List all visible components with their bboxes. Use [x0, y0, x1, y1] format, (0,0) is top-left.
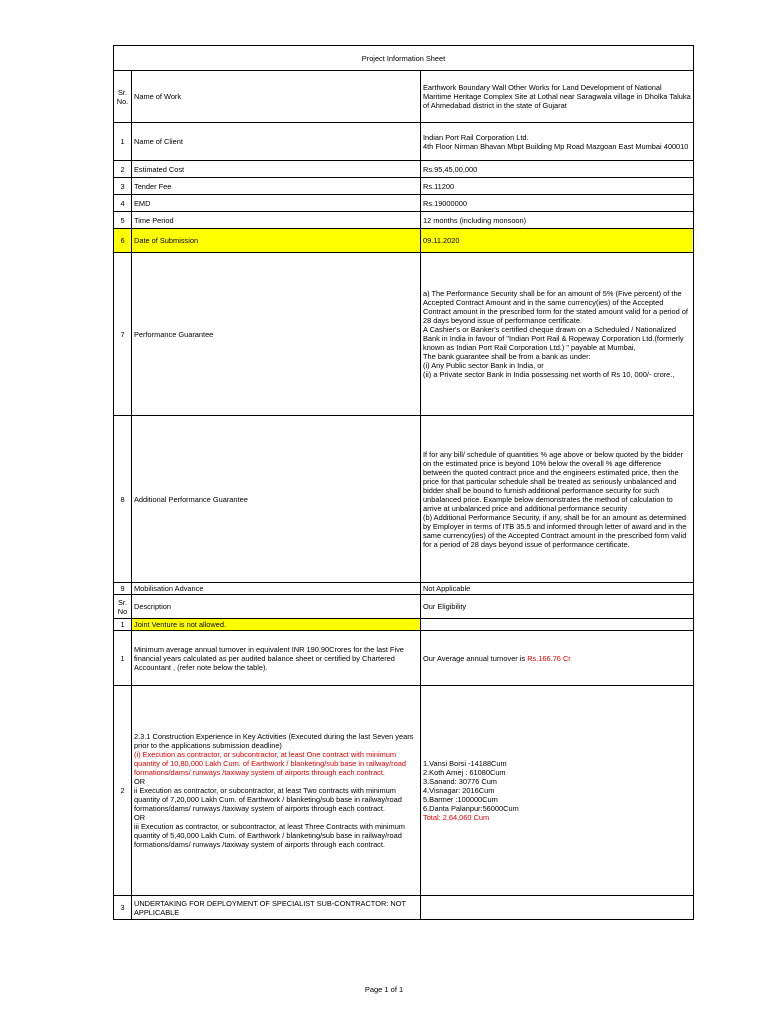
description-header: Description [132, 595, 421, 619]
row-label: Estimated Cost [132, 161, 421, 178]
info-row-date-of-submission [114, 229, 694, 253]
empty-cell [421, 619, 694, 631]
undertaking-text: UNDERTAKING FOR DEPLOYMENT OF SPECIALIST SUB-CONTRACTOR: NOT APPLICABLE [132, 896, 421, 920]
info-row-estimated-cost [114, 161, 694, 178]
sr-no: 2 [114, 161, 132, 178]
info-row-performance-guarantee [114, 253, 694, 416]
sr-no: 1 [114, 631, 132, 686]
info-row-additional-performance-guarantee [114, 416, 694, 583]
sr-no: 8 [114, 416, 132, 583]
row-label: EMD [132, 195, 421, 212]
experience-option-1: (i) Execution as contractor, or subcontractor, at least One contract with minimum quantity of 10,80,000 Lakh Cum. of Earthwork / blanketing/sub base in railway/road formations/dams/ runways /taxiway system of airports through each contract. [134, 750, 406, 777]
project-quantity-list: 1.Vansi Borsi -14188Cum 2.Koth Arnej : 61080Cum 3.Sanand: 30776 Cum 4.Visnagar: 2016Cum 5.Barmer :100000Cum 6.Danta Palanpur:56000Cum [423, 759, 519, 813]
title-row [114, 46, 694, 71]
name-of-work-value: Earthwork Boundary Wall Other Works for Land Development of National Maritime Heritage Complex Site at Lothal near Saragwala village in Dholka Taluka of Ahmedabad district in the state of Gujarat [421, 71, 694, 123]
info-row-client [114, 123, 694, 161]
row-value: Rs.19000000 [421, 195, 694, 212]
info-row-time-period [114, 212, 694, 229]
row-label: Date of Submission [132, 229, 421, 253]
sr-no: 4 [114, 195, 132, 212]
info-row-emd [114, 195, 694, 212]
undertaking-row [114, 896, 694, 920]
sr-no: 1 [114, 619, 132, 631]
or-separator: OR [134, 813, 146, 822]
row-value: a) The Performance Security shall be for an amount of 5% (Five percent) of the Accepted Contract Amount and in the same currency(ies) of the Accepted Contract amount in the prescribed form for the stated amount valid for a period of 28 days beyond issue of performance certificate. A Cashier's or Banker's certified cheque drawn on a Scheduled / Nationalized Bank in India in favour of "Indian Port Rail & Ropeway Corporation Ltd.(formerly known as Indian Port Rail Corporation Ltd.) " payable at Mumbai, The bank guarantee shall be from a bank as under: (i) Any Public sector Bank in India, or (ii) a Private sector Bank in India possessing net worth of Rs 10, 000/- crore., [421, 253, 694, 416]
experience-intro: 2.3.1 Construction Experience in Key Activities (Executed during the last Seven years prior to the applications submission deadline) [134, 732, 414, 750]
experience-option-3: iii Execution as contractor, or subcontractor, at least Three Contracts with minimum quantity of 5,40,000 Lakh Cum. of Earthwork / blanketing/sub base in railway/road formations/dams/ runways /taxiway system of airports through each contract. [134, 822, 405, 849]
joint-venture-row [114, 619, 694, 631]
row-label: Name of Client [132, 123, 421, 161]
name-of-work-label: Name of Work [132, 71, 421, 123]
row-label: Performance Guarantee [132, 253, 421, 416]
name-of-work-row [114, 71, 694, 123]
row-value: Rs.95,45,00,000 [421, 161, 694, 178]
row-value: If for any bill/ schedule of quantities % age above or below quoted by the bidder on the estimated price is beyond 10% below the overall % age difference between the quoted contract price and the engineers estimated price, then the price for that particular schedule shall be treated as seriously unbalanced and bidder shall be bound to furnish additional performance security for such unbalanced price. Example below demonstrates the method of calculation to arrive at unbalanced price and additional performance security (b) Additional Performance Security, if any, shall be for an amount as determined by Employer in terms of ITB 35.5 and informed through letter of award and in the same currency(ies) of the Accepted Contract amount in the prescribed form valid for a period of 28 days beyond issue of performance certificate. [421, 416, 694, 583]
info-row-tender-fee [114, 178, 694, 195]
sr-no: 2 [114, 686, 132, 896]
row-value: Rs.11200 [421, 178, 694, 195]
empty-cell [421, 896, 694, 920]
row-label: Tender Fee [132, 178, 421, 195]
experience-row [114, 686, 694, 896]
sheet-title: Project Information Sheet [114, 46, 694, 71]
turnover-prefix: Our Average annual turnover is [423, 653, 528, 663]
sr-no: 6 [114, 229, 132, 253]
sr-no: 9 [114, 583, 132, 595]
row-label: Mobilisation Advance [132, 583, 421, 595]
experience-option-2: ii Execution as contractor, or subcontractor, at least Two contracts with minimum quantity of 7,20,000 Lakh Cum. of Earthwork / blanketing/sub base in railway/road formations/dams/ runways /taxiway system of airports through each contract. [134, 786, 402, 813]
experience-requirement [132, 686, 421, 896]
row-value: 12 months (including monsoon) [421, 212, 694, 229]
turnover-value [421, 631, 694, 686]
page-footer: Page 1 of 1 [364, 985, 404, 994]
experience-eligibility [421, 686, 694, 896]
info-row-mobilisation-advance [114, 583, 694, 595]
our-eligibility-header: Our Eligibility [421, 595, 694, 619]
turnover-amount: Rs.166.76 Cr [527, 653, 571, 663]
turnover-row [114, 631, 694, 686]
sr-no: 1 [114, 123, 132, 161]
joint-venture-note: Joint Venture is not allowed. [132, 619, 421, 631]
row-value: Indian Port Rail Corporation Ltd. 4th Floor Nirman Bhavan Mbpt Building Mp Road Mazgoan East Mumbai 400010 [421, 123, 694, 161]
row-label: Additional Performance Guarantee [132, 416, 421, 583]
project-information-table [113, 45, 694, 920]
turnover-requirement: Minimum average annual turnover in equivalent INR 190.90Crores for the last Five financial years calculated as per audited balance sheet or certified by Chartered Accountant , (refer note below the table). [132, 631, 421, 686]
sr-no: 5 [114, 212, 132, 229]
total-quantity: Total: 2,64,060 Cum [423, 813, 490, 822]
sr-no-header: Sr. No. [114, 71, 132, 123]
sr-no: 3 [114, 896, 132, 920]
row-label: Time Period [132, 212, 421, 229]
or-separator: OR [134, 777, 146, 786]
sr-no: 7 [114, 253, 132, 416]
sr-no-header: Sr. No [114, 595, 132, 619]
sr-no: 3 [114, 178, 132, 195]
row-value: 09.11.2020 [421, 229, 694, 253]
eligibility-header-row [114, 595, 694, 619]
row-value: Not Applicable [421, 583, 694, 595]
